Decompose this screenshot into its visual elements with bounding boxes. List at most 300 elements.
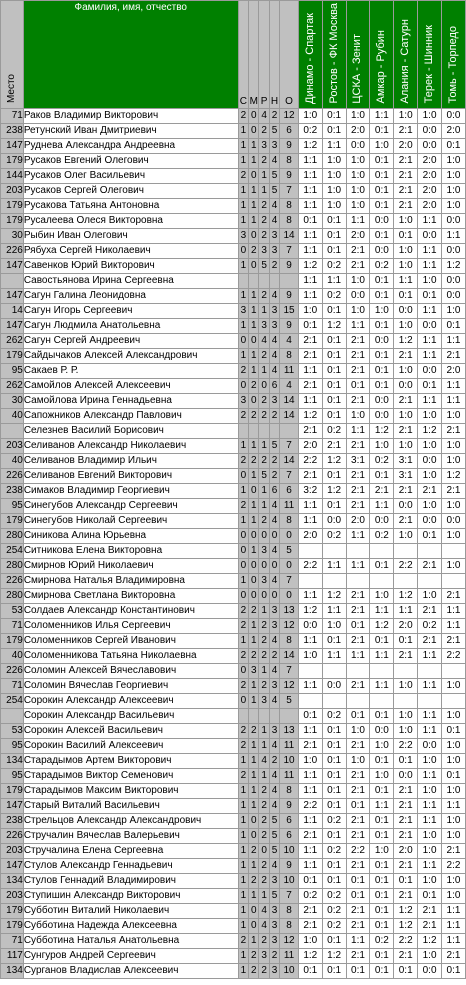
- table-row: [1, 708, 466, 723]
- name-cell: Сакаев Р. Р.: [23, 363, 238, 378]
- table-row: [1, 678, 466, 693]
- table-row: [1, 513, 466, 528]
- stat-cell: 13: [280, 723, 299, 738]
- stat-cell: 3: [259, 138, 269, 153]
- stat-cell: 1: [249, 513, 259, 528]
- prediction-cell: 0:2: [322, 708, 346, 723]
- table-row: [1, 813, 466, 828]
- prediction-cell: 0:2: [370, 528, 394, 543]
- name-cell: Соломин Вячеслав Георгиевич: [23, 678, 238, 693]
- prediction-cell: 1:1: [418, 243, 442, 258]
- stat-cell: 0: [249, 393, 259, 408]
- stat-cell: 2: [249, 723, 259, 738]
- prediction-cell: 2:1: [346, 903, 370, 918]
- prediction-cell: 0:2: [322, 423, 346, 438]
- stat-cell: 2: [238, 768, 248, 783]
- prediction-cell: 2:1: [346, 768, 370, 783]
- prediction-cell: 2:1: [442, 588, 466, 603]
- name-cell: Селиванов Александр Николаевич: [23, 438, 238, 453]
- prediction-cell: 1:1: [346, 213, 370, 228]
- stat-cell: 6: [280, 123, 299, 138]
- name-column-header: Фамилия, имя, отчество: [23, 1, 238, 109]
- prediction-cell: 1:0: [298, 933, 322, 948]
- place-cell: 40: [1, 453, 24, 468]
- stat-cell: 0: [259, 588, 269, 603]
- stat-cell: 11: [280, 363, 299, 378]
- prediction-cell: 2:1: [346, 828, 370, 843]
- place-cell: 95: [1, 738, 24, 753]
- stat-cell: 2: [259, 348, 269, 363]
- prediction-cell: 2:1: [442, 483, 466, 498]
- place-cell: 203: [1, 843, 24, 858]
- prediction-cell: [370, 543, 394, 558]
- stat-cell: 2: [269, 753, 279, 768]
- prediction-cell: 0:1: [298, 708, 322, 723]
- place-cell: 226: [1, 828, 24, 843]
- prediction-cell: 1:1: [442, 378, 466, 393]
- prediction-cell: 1:0: [442, 408, 466, 423]
- stat-cell: 0: [238, 468, 248, 483]
- stat-cell: 2: [269, 468, 279, 483]
- prediction-cell: 0:1: [370, 633, 394, 648]
- stat-cell: 2: [259, 393, 269, 408]
- name-cell: Русакова Татьяна Антоновна: [23, 198, 238, 213]
- prediction-cell: 1:0: [346, 273, 370, 288]
- prediction-cell: 0:1: [370, 918, 394, 933]
- stat-cell: 5: [280, 693, 299, 708]
- prediction-cell: 1:1: [298, 243, 322, 258]
- stat-cell: 4: [280, 333, 299, 348]
- place-cell: 280: [1, 588, 24, 603]
- prediction-cell: 1:0: [394, 108, 418, 123]
- prediction-cell: 2:0: [418, 168, 442, 183]
- prediction-cell: [394, 573, 418, 588]
- stat-cell: 2: [249, 453, 259, 468]
- prediction-cell: 1:2: [394, 903, 418, 918]
- prediction-cell: 1:0: [346, 153, 370, 168]
- prediction-cell: 1:1: [346, 648, 370, 663]
- stat-cell: 2: [249, 243, 259, 258]
- prediction-cell: 1:1: [346, 423, 370, 438]
- prediction-cell: 2:1: [346, 858, 370, 873]
- place-cell: 179: [1, 348, 24, 363]
- prediction-cell: 1:0: [346, 753, 370, 768]
- place-cell: 147: [1, 798, 24, 813]
- stat-cell: 4: [259, 333, 269, 348]
- stat-cell: 1: [238, 918, 248, 933]
- stat-cell: 2: [238, 408, 248, 423]
- table-row: [1, 318, 466, 333]
- prediction-cell: 1:0: [298, 753, 322, 768]
- place-cell: 226: [1, 663, 24, 678]
- stat-cell: 0: [249, 483, 259, 498]
- prediction-cell: 0:0: [370, 213, 394, 228]
- place-cell: 226: [1, 468, 24, 483]
- prediction-cell: 1:1: [346, 528, 370, 543]
- name-cell: Сагун Игорь Сергеевич: [23, 303, 238, 318]
- place-cell: 179: [1, 513, 24, 528]
- stat-cell: 0: [238, 543, 248, 558]
- prediction-cell: 2:1: [442, 843, 466, 858]
- prediction-cell: 0:1: [322, 873, 346, 888]
- stat-cell: 0: [249, 558, 259, 573]
- place-cell: 71: [1, 933, 24, 948]
- match-header-1: [298, 1, 322, 109]
- prediction-cell: 1:1: [418, 678, 442, 693]
- prediction-cell: 0:1: [346, 873, 370, 888]
- stat-cell: 4: [269, 663, 279, 678]
- table-row: [1, 573, 466, 588]
- prediction-cell: 2:1: [394, 648, 418, 663]
- stat-cell: 4: [259, 108, 269, 123]
- match-header-label: Амкар - Рубин: [375, 30, 388, 104]
- place-cell: 134: [1, 873, 24, 888]
- place-cell: 179: [1, 633, 24, 648]
- prediction-cell: 0:1: [322, 723, 346, 738]
- name-cell: Русаков Евгений Олегович: [23, 153, 238, 168]
- prediction-cell: 0:1: [346, 798, 370, 813]
- prediction-cell: 0:1: [370, 318, 394, 333]
- stat-header-n: Н: [269, 1, 279, 109]
- prediction-cell: 0:2: [298, 888, 322, 903]
- prediction-cell: 0:2: [322, 528, 346, 543]
- table-row: [1, 288, 466, 303]
- place-cell: 203: [1, 438, 24, 453]
- prediction-cell: 1:0: [442, 678, 466, 693]
- stat-cell: 2: [238, 723, 248, 738]
- prediction-cell: 0:2: [370, 933, 394, 948]
- stat-cell: 12: [280, 933, 299, 948]
- prediction-cell: 1:0: [442, 183, 466, 198]
- stat-cell: 1: [249, 363, 259, 378]
- stat-cell: 1: [259, 723, 269, 738]
- prediction-cell: [322, 663, 346, 678]
- prediction-cell: 0:1: [322, 378, 346, 393]
- prediction-cell: 2:1: [394, 153, 418, 168]
- place-cell: 280: [1, 558, 24, 573]
- stat-cell: 1: [238, 963, 248, 978]
- stat-cell: 0: [249, 228, 259, 243]
- stat-cell: 2: [269, 258, 279, 273]
- stat-cell: 5: [269, 168, 279, 183]
- prediction-cell: 1:1: [298, 858, 322, 873]
- prediction-cell: 0:2: [322, 888, 346, 903]
- prediction-cell: 2:0: [418, 198, 442, 213]
- place-cell: 95: [1, 498, 24, 513]
- prediction-cell: 2:1: [346, 948, 370, 963]
- prediction-cell: 0:1: [322, 783, 346, 798]
- prediction-cell: [442, 693, 466, 708]
- prediction-cell: 0:1: [370, 378, 394, 393]
- stat-cell: 4: [269, 798, 279, 813]
- stat-cell: 9: [280, 288, 299, 303]
- prediction-cell: 1:1: [298, 678, 322, 693]
- stat-cell: 3: [269, 243, 279, 258]
- prediction-cell: 2:1: [298, 423, 322, 438]
- prediction-cell: 1:1: [298, 723, 322, 738]
- prediction-cell: 1:0: [394, 213, 418, 228]
- name-cell: Солдаев Александр Константинович: [23, 603, 238, 618]
- stat-cell: [249, 708, 259, 723]
- table-row: [1, 423, 466, 438]
- prediction-cell: 0:1: [370, 198, 394, 213]
- prediction-cell: 0:1: [370, 288, 394, 303]
- stat-cell: 1: [238, 843, 248, 858]
- stat-cell: 12: [280, 678, 299, 693]
- prediction-cell: [442, 573, 466, 588]
- stat-cell: 0: [269, 588, 279, 603]
- name-cell: Сорокин Алексей Васильевич: [23, 723, 238, 738]
- prediction-cell: 1:0: [418, 873, 442, 888]
- prediction-cell: 1:0: [442, 438, 466, 453]
- stat-cell: 1: [259, 183, 269, 198]
- table-row: [1, 648, 466, 663]
- prediction-cell: 2:1: [418, 558, 442, 573]
- stat-cell: 1: [238, 318, 248, 333]
- place-header-label: Место: [6, 74, 18, 104]
- name-cell: Стручалин Вячеслав Валерьевич: [23, 828, 238, 843]
- prediction-cell: 1:1: [418, 798, 442, 813]
- prediction-cell: 2:1: [394, 783, 418, 798]
- prediction-cell: [442, 543, 466, 558]
- stat-cell: 9: [280, 138, 299, 153]
- prediction-cell: 0:1: [370, 363, 394, 378]
- prediction-cell: 1:1: [418, 348, 442, 363]
- stat-header-o: О: [280, 1, 299, 109]
- stat-cell: 1: [259, 768, 269, 783]
- prediction-cell: 2:1: [346, 468, 370, 483]
- stat-cell: 2: [269, 453, 279, 468]
- prediction-cell: 1:0: [370, 738, 394, 753]
- stat-cell: 0: [280, 558, 299, 573]
- stat-cell: 1: [249, 438, 259, 453]
- name-cell: Синегубов Николай Сергеевич: [23, 513, 238, 528]
- stat-cell: 2: [238, 618, 248, 633]
- prediction-cell: 0:0: [394, 498, 418, 513]
- prediction-cell: 1:0: [418, 108, 442, 123]
- prediction-cell: [418, 693, 442, 708]
- prediction-cell: 2:1: [394, 513, 418, 528]
- table-row: [1, 528, 466, 543]
- header-row: [1, 1, 466, 109]
- prediction-cell: 0:0: [418, 738, 442, 753]
- prediction-cell: 1:0: [442, 753, 466, 768]
- prediction-cell: 0:1: [370, 963, 394, 978]
- stat-cell: 2: [259, 633, 269, 648]
- name-cell: Соломенников Сергей Иванович: [23, 633, 238, 648]
- prediction-cell: 1:1: [370, 498, 394, 513]
- place-cell: [1, 273, 24, 288]
- prediction-cell: 1:1: [322, 603, 346, 618]
- prediction-cell: 1:1: [346, 558, 370, 573]
- stat-cell: 0: [249, 903, 259, 918]
- stat-cell: 3: [259, 543, 269, 558]
- stat-cell: 11: [280, 768, 299, 783]
- prediction-cell: 0:1: [442, 318, 466, 333]
- prediction-cell: 1:1: [298, 768, 322, 783]
- stat-cell: 9: [280, 798, 299, 813]
- prediction-cell: 0:0: [394, 378, 418, 393]
- stat-cell: 6: [280, 813, 299, 828]
- prediction-cell: 1:1: [442, 618, 466, 633]
- stat-cell: 11: [280, 738, 299, 753]
- stat-cell: 10: [280, 843, 299, 858]
- stat-cell: 2: [249, 843, 259, 858]
- stat-cell: 14: [280, 408, 299, 423]
- stat-cell: 4: [269, 783, 279, 798]
- prediction-cell: 1:0: [370, 303, 394, 318]
- prediction-cell: 0:1: [322, 468, 346, 483]
- prediction-cell: 1:1: [418, 393, 442, 408]
- prediction-cell: 2:1: [298, 903, 322, 918]
- prediction-cell: 1:0: [394, 318, 418, 333]
- prediction-cell: 0:0: [418, 513, 442, 528]
- stat-cell: 12: [280, 618, 299, 633]
- prediction-cell: 1:1: [298, 513, 322, 528]
- prediction-cell: [370, 573, 394, 588]
- stat-cell: 2: [259, 873, 269, 888]
- stat-cell: 1: [238, 483, 248, 498]
- stat-cell: 3: [259, 573, 269, 588]
- place-cell: 238: [1, 123, 24, 138]
- stat-cell: 2: [249, 648, 259, 663]
- name-cell: Рыбин Иван Олегович: [23, 228, 238, 243]
- prediction-cell: 1:0: [322, 168, 346, 183]
- stat-cell: 1: [249, 633, 259, 648]
- prediction-cell: 1:1: [322, 273, 346, 288]
- table-row: [1, 753, 466, 768]
- prediction-cell: 2:2: [298, 453, 322, 468]
- prediction-cell: 0:1: [322, 963, 346, 978]
- prediction-cell: 0:1: [442, 723, 466, 738]
- stat-cell: 13: [280, 603, 299, 618]
- prediction-cell: 1:0: [346, 183, 370, 198]
- prediction-cell: 1:0: [298, 108, 322, 123]
- table-row: [1, 123, 466, 138]
- prediction-cell: 0:0: [394, 303, 418, 318]
- name-cell: Субботин Виталий Николаевич: [23, 903, 238, 918]
- name-cell: Русалеева Олеся Викторовна: [23, 213, 238, 228]
- prediction-cell: 0:1: [370, 708, 394, 723]
- prediction-cell: 1:1: [346, 933, 370, 948]
- stat-cell: 2: [238, 498, 248, 513]
- place-cell: 262: [1, 378, 24, 393]
- prediction-cell: 0:1: [370, 888, 394, 903]
- prediction-cell: 2:1: [346, 633, 370, 648]
- stat-cell: 11: [280, 948, 299, 963]
- stat-cell: 9: [280, 858, 299, 873]
- prediction-cell: 2:1: [346, 783, 370, 798]
- prediction-cell: 2:2: [442, 648, 466, 663]
- prediction-cell: 1:0: [442, 888, 466, 903]
- prediction-cell: 0:1: [322, 108, 346, 123]
- prediction-cell: 0:1: [322, 333, 346, 348]
- table-row: [1, 918, 466, 933]
- stat-cell: 1: [259, 363, 269, 378]
- stat-cell: 0: [249, 573, 259, 588]
- place-cell: 179: [1, 213, 24, 228]
- name-cell: Ситникова Елена Викторовна: [23, 543, 238, 558]
- prediction-cell: 1:0: [370, 588, 394, 603]
- prediction-cell: 0:1: [346, 888, 370, 903]
- prediction-cell: 0:1: [346, 378, 370, 393]
- match-header-3: [346, 1, 370, 109]
- prediction-cell: 0:1: [298, 963, 322, 978]
- prediction-cell: 1:0: [346, 723, 370, 738]
- prediction-cell: 1:1: [418, 768, 442, 783]
- stat-cell: 0: [238, 693, 248, 708]
- table-row: [1, 303, 466, 318]
- table-row: [1, 153, 466, 168]
- place-cell: 53: [1, 603, 24, 618]
- prediction-cell: 1:2: [298, 603, 322, 618]
- stat-cell: 4: [269, 333, 279, 348]
- name-cell: Сорокин Александр Алексеевич: [23, 693, 238, 708]
- stat-cell: 2: [259, 933, 269, 948]
- prediction-cell: 1:1: [442, 228, 466, 243]
- stat-cell: 1: [238, 138, 248, 153]
- stat-cell: 2: [249, 873, 259, 888]
- stat-cell: 5: [280, 543, 299, 558]
- prediction-cell: 1:2: [394, 333, 418, 348]
- stat-cell: 3: [269, 963, 279, 978]
- prediction-cell: 1:0: [418, 828, 442, 843]
- table-row: [1, 213, 466, 228]
- place-cell: 134: [1, 753, 24, 768]
- prediction-cell: [298, 663, 322, 678]
- prediction-cell: 2:0: [442, 123, 466, 138]
- prediction-cell: 1:1: [298, 198, 322, 213]
- prediction-cell: 0:1: [322, 498, 346, 513]
- stat-cell: 5: [269, 828, 279, 843]
- table-row: [1, 723, 466, 738]
- stat-cell: 3: [269, 918, 279, 933]
- prediction-cell: 1:2: [418, 933, 442, 948]
- stat-cell: 3: [259, 318, 269, 333]
- table-row: [1, 438, 466, 453]
- place-cell: [1, 708, 24, 723]
- stat-cell: 10: [280, 753, 299, 768]
- match-header-label: ЦСКА - Зенит: [351, 33, 364, 104]
- prediction-cell: 1:1: [418, 303, 442, 318]
- prediction-cell: 0:1: [322, 768, 346, 783]
- match-header-2: [322, 1, 346, 109]
- place-cell: 147: [1, 318, 24, 333]
- prediction-cell: 1:2: [322, 453, 346, 468]
- prediction-cell: 1:1: [442, 798, 466, 813]
- stat-cell: 0: [249, 108, 259, 123]
- prediction-cell: 1:1: [298, 783, 322, 798]
- stat-cell: 2: [269, 648, 279, 663]
- stat-cell: 1: [249, 288, 259, 303]
- prediction-cell: 2:1: [346, 918, 370, 933]
- place-cell: 71: [1, 678, 24, 693]
- prediction-cell: 0:2: [322, 288, 346, 303]
- prediction-cell: 0:1: [298, 213, 322, 228]
- prediction-cell: 2:1: [394, 183, 418, 198]
- prediction-cell: 1:1: [394, 603, 418, 618]
- stat-cell: 8: [280, 918, 299, 933]
- prediction-cell: 0:1: [394, 753, 418, 768]
- name-cell: Стрельцов Александр Александрович: [23, 813, 238, 828]
- stat-cell: 1: [249, 318, 259, 333]
- stat-cell: 2: [269, 408, 279, 423]
- prediction-cell: 1:2: [370, 618, 394, 633]
- prediction-cell: 0:1: [418, 888, 442, 903]
- prediction-cell: 2:0: [418, 153, 442, 168]
- stat-cell: 1: [238, 183, 248, 198]
- stat-cell: 1: [238, 438, 248, 453]
